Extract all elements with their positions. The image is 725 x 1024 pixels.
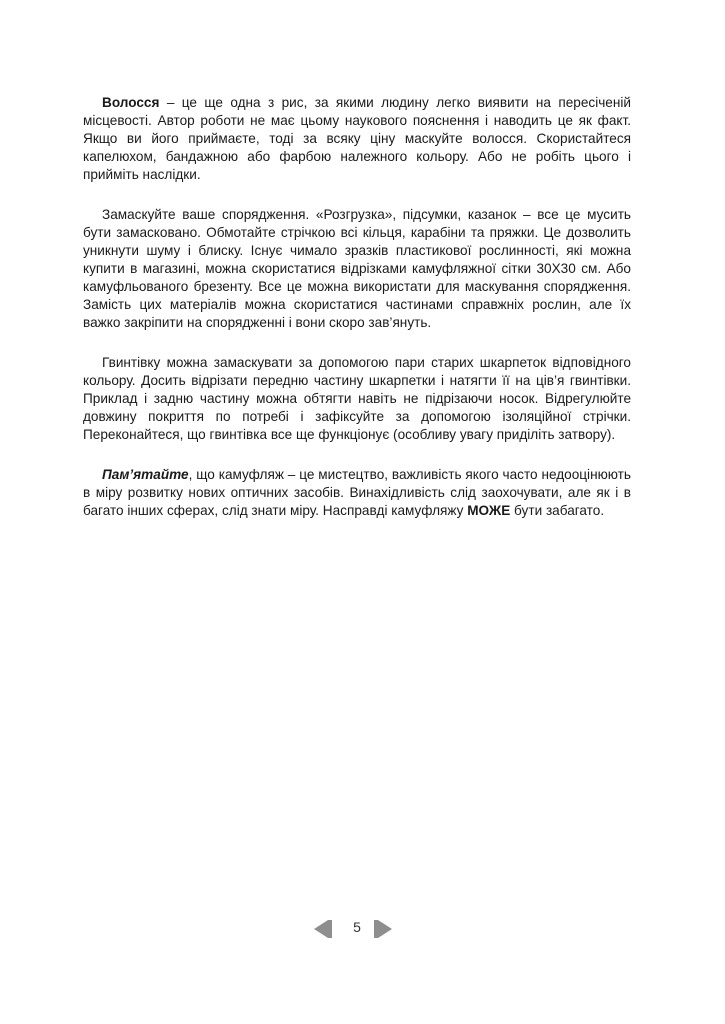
paragraph-emphasis: МОЖЕ — [467, 503, 511, 518]
paragraph-lead-term: Пам’ятайте — [102, 467, 189, 482]
paragraph-lead-term: Волосся — [102, 95, 160, 110]
paragraph-text: бути забагато. — [510, 503, 605, 518]
paragraph-hair — [83, 94, 631, 184]
paragraph-rifle — [83, 354, 631, 444]
paragraph-equipment — [83, 206, 631, 332]
arrow-left-icon — [314, 920, 328, 938]
paragraph-text: Гвинтівку можна замаскувати за допомогою пари старих шкарпеток відповідного кольору. Досить відрізати передню частину шкарпетки і натягти її на ців’я гвинтівки. Приклад і задню частину можна обтягти навіть не підрізаючи носок. Відрегулюйте довжину покриття по потребі і зафіксуйте за допомогою ізоляційної стрічки. Переконайтеся, що гвинтівка все ще функціонує (особливу увагу приділіть затвору). — [83, 355, 631, 442]
page-footer — [0, 918, 725, 940]
paragraph-text: , що камуфляж – це мистецтво, важливість якого часто недооцінюють в міру розвитку нових оптичних засобів. Винахідливість слід заохочувати, але як і в багато інших сферах, слід знати міру. Насправді камуфляжу — [83, 467, 631, 518]
page-number: 5 — [353, 919, 361, 935]
page-body — [83, 94, 631, 542]
paragraph-remember — [83, 466, 631, 520]
paragraph-text: – це ще одна з рис, за якими людину легко виявити на пересіченій місцевості. Автор роботи не має цьому наукового пояснення і наводить це як факт. Якщо ви його приймаєте, тоді за всяку ціну маскуйте волосся. Скористайтеся капелюхом, бандажною або фарбою належного кольору. Або не робіть цього і прийміть наслідки. — [83, 95, 631, 182]
paragraph-text: Замаскуйте ваше спорядження. «Розгрузка», підсумки, казанок – все це мусить бути замасковано. Обмотайте стрічкою всі кільця, карабіни та пряжки. Це дозволить уникнути шуму і блиску. Існує чимало зразків пластикової рослинності, які можна купити в магазині, можна скористатися відрізками камуфляжної сітки 30Х30 см. Або камуфльованого брезенту. Все це можна використати для маскування спорядження. Замість цих матеріалів можна скористатися частинами справжніх рослин, але їх важко закріпити на спорядженні і вони скоро зав’януть. — [83, 207, 631, 330]
arrow-right-icon — [378, 920, 392, 938]
